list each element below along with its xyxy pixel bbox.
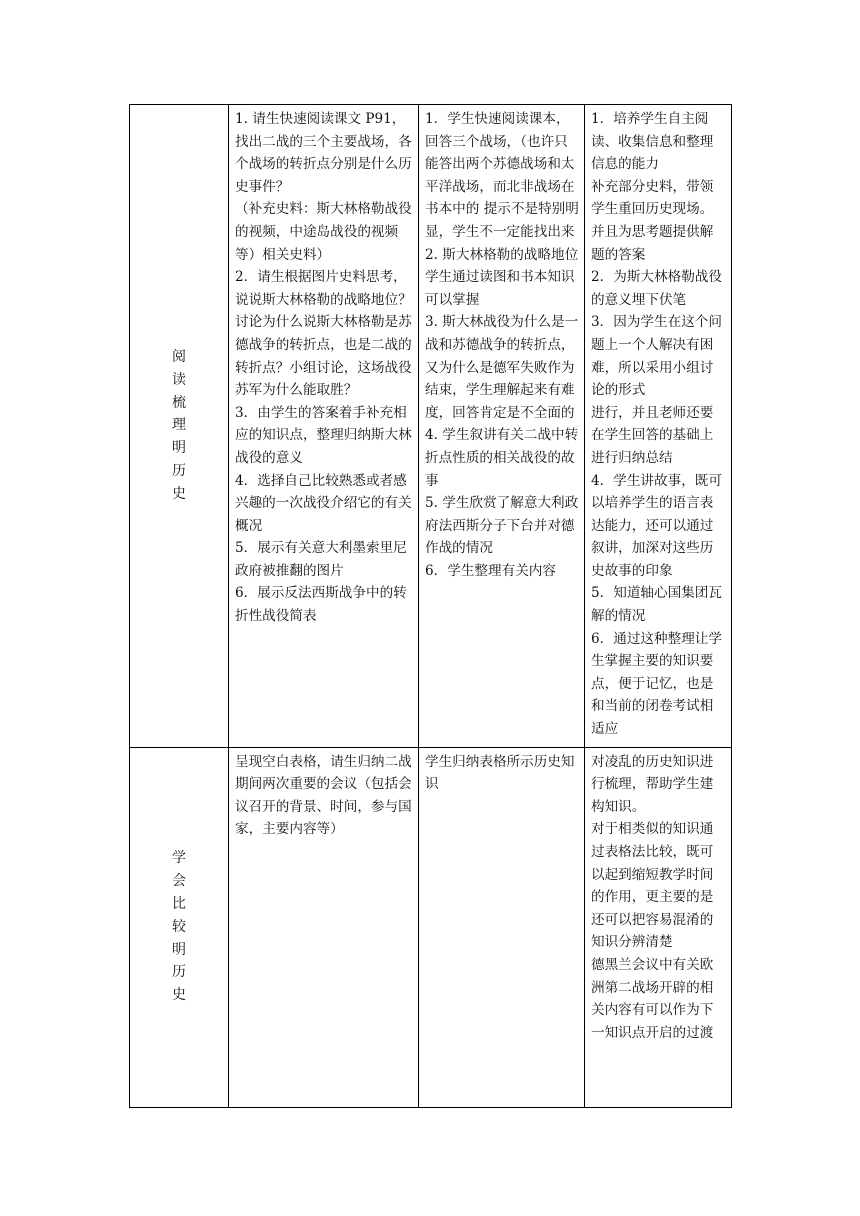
design-intent-cell bbox=[585, 747, 732, 1107]
design-intent-item: 补充部分史料，带领学生重回历史现场。并且为思考题提供解题的答案 bbox=[591, 178, 714, 263]
student-activity-item: 4. 学生叙讲有关二战中转折点性质的相关战役的故事 bbox=[425, 427, 579, 489]
student-activity-item: 3. 斯大林战役为什么是一战和苏德战争的转折点，又为什么是德军失败作为结束，学生理解起来有难度，回答肯定是不全面的 bbox=[425, 314, 579, 421]
teacher-activity-cell bbox=[229, 105, 419, 748]
stage-cell bbox=[130, 747, 229, 1107]
teacher-activity-item: 4．选择自己比较熟悉或者感兴趣的一次战役介绍它的有关概况 bbox=[235, 472, 412, 534]
teacher-activity-item: 5．展示有关意大利墨索里尼政府被推翻的图片 bbox=[235, 540, 407, 579]
stage-label: 学会比较明历史 bbox=[172, 850, 186, 1004]
student-activity-item: 学生归纳表格所示历史知识 bbox=[425, 753, 575, 793]
design-intent-item: 1．培养学生自主阅读、收集信息和整理信息的能力 bbox=[591, 111, 714, 173]
table-row bbox=[130, 747, 732, 1107]
teacher-activity-item: 6．展示反法西斯战争中的转折性战役简表 bbox=[235, 585, 407, 625]
design-intent-item: 6．通过这种整理让学生掌握主要的知识要点，便于记忆，也是和当前的闭卷考试相适应 bbox=[591, 630, 722, 738]
student-activity-item: 1．学生快速阅读课本，回答三个战场，（也许只能答出两个苏德战场和太平洋战场，而北非战场在书本中的 提示不是特别明显，学生不一定能找出来 bbox=[425, 111, 579, 240]
student-activity-cell bbox=[419, 105, 585, 748]
design-intent-item: 3．因为学生在这个问题上一个人解决有困难，所以采用小组讨论的形式 bbox=[591, 314, 722, 399]
teacher-activity-item: 呈现空白表格，请生归纳二战期间两次重要的会议（包括会议召开的背景、时间，参与国家，主要内容等） bbox=[235, 753, 412, 838]
stage-cell bbox=[130, 105, 229, 748]
stage-label: 阅读梳理明历史 bbox=[172, 349, 186, 502]
student-activity-item: 6．学生整理有关内容 bbox=[425, 562, 556, 579]
teacher-activity-item: 3．由学生的答案着手补充相应的知识点，整理归纳斯大林战役的意义 bbox=[235, 404, 412, 466]
design-intent-item: 5．知道轴心国集团瓦解的情况 bbox=[591, 585, 722, 625]
student-activity-cell bbox=[419, 747, 585, 1107]
design-intent-item: 对凌乱的历史知识进行梳理，帮助学生建构知识。 bbox=[591, 753, 714, 815]
teacher-activity-item: 1. 请生快速阅读课文 P91，找出二战的三个主要战场，各个战场的转折点分别是什么历史事件？ bbox=[235, 111, 412, 195]
design-intent-cell bbox=[585, 105, 732, 748]
design-intent-item: 2．为斯大林格勒战役的意义埋下伏笔 bbox=[591, 269, 722, 308]
design-intent-item: 4．学生讲故事，既可以培养学生的语言表达能力，还可以通过叙讲，加深对这些历史故事的印象 bbox=[591, 472, 722, 579]
teacher-activity-item: （补充史料：斯大林格勒战役的视频，中途岛战役的视频等）相关史料） bbox=[235, 201, 412, 263]
table-row bbox=[130, 105, 732, 748]
student-activity-item: 5. 学生欣赏了解意大利政府法西斯分子下台并对德作战的情况 bbox=[425, 495, 579, 557]
teacher-activity-item: 2．请生根据图片史料思考，说说斯大林格勒的战略地位？讨论为什么说斯大林格勒是苏德战争的转折点，也是二战的转折点？小组讨论，这场战役苏军为什么能取胜？ bbox=[235, 269, 412, 399]
lesson-plan-table bbox=[129, 104, 732, 1108]
design-intent-item: 对于相类似的知识通过表格法比较，既可以起到缩短教学时间的作用，更主要的是还可以把容易混淆的知识分辨清楚 bbox=[591, 821, 714, 951]
student-activity-item: 2. 斯大林格勒的战略地位学生通过读图和书本知识可以掌握 bbox=[425, 246, 579, 308]
design-intent-item: 进行，并且老师还要在学生回答的基础上进行归纳总结 bbox=[591, 404, 714, 466]
design-intent-item: 德黑兰会议中有关欧洲第二战场开辟的相关内容有可以作为下一知识点开启的过渡 bbox=[591, 956, 714, 1041]
teacher-activity-cell bbox=[229, 747, 419, 1107]
